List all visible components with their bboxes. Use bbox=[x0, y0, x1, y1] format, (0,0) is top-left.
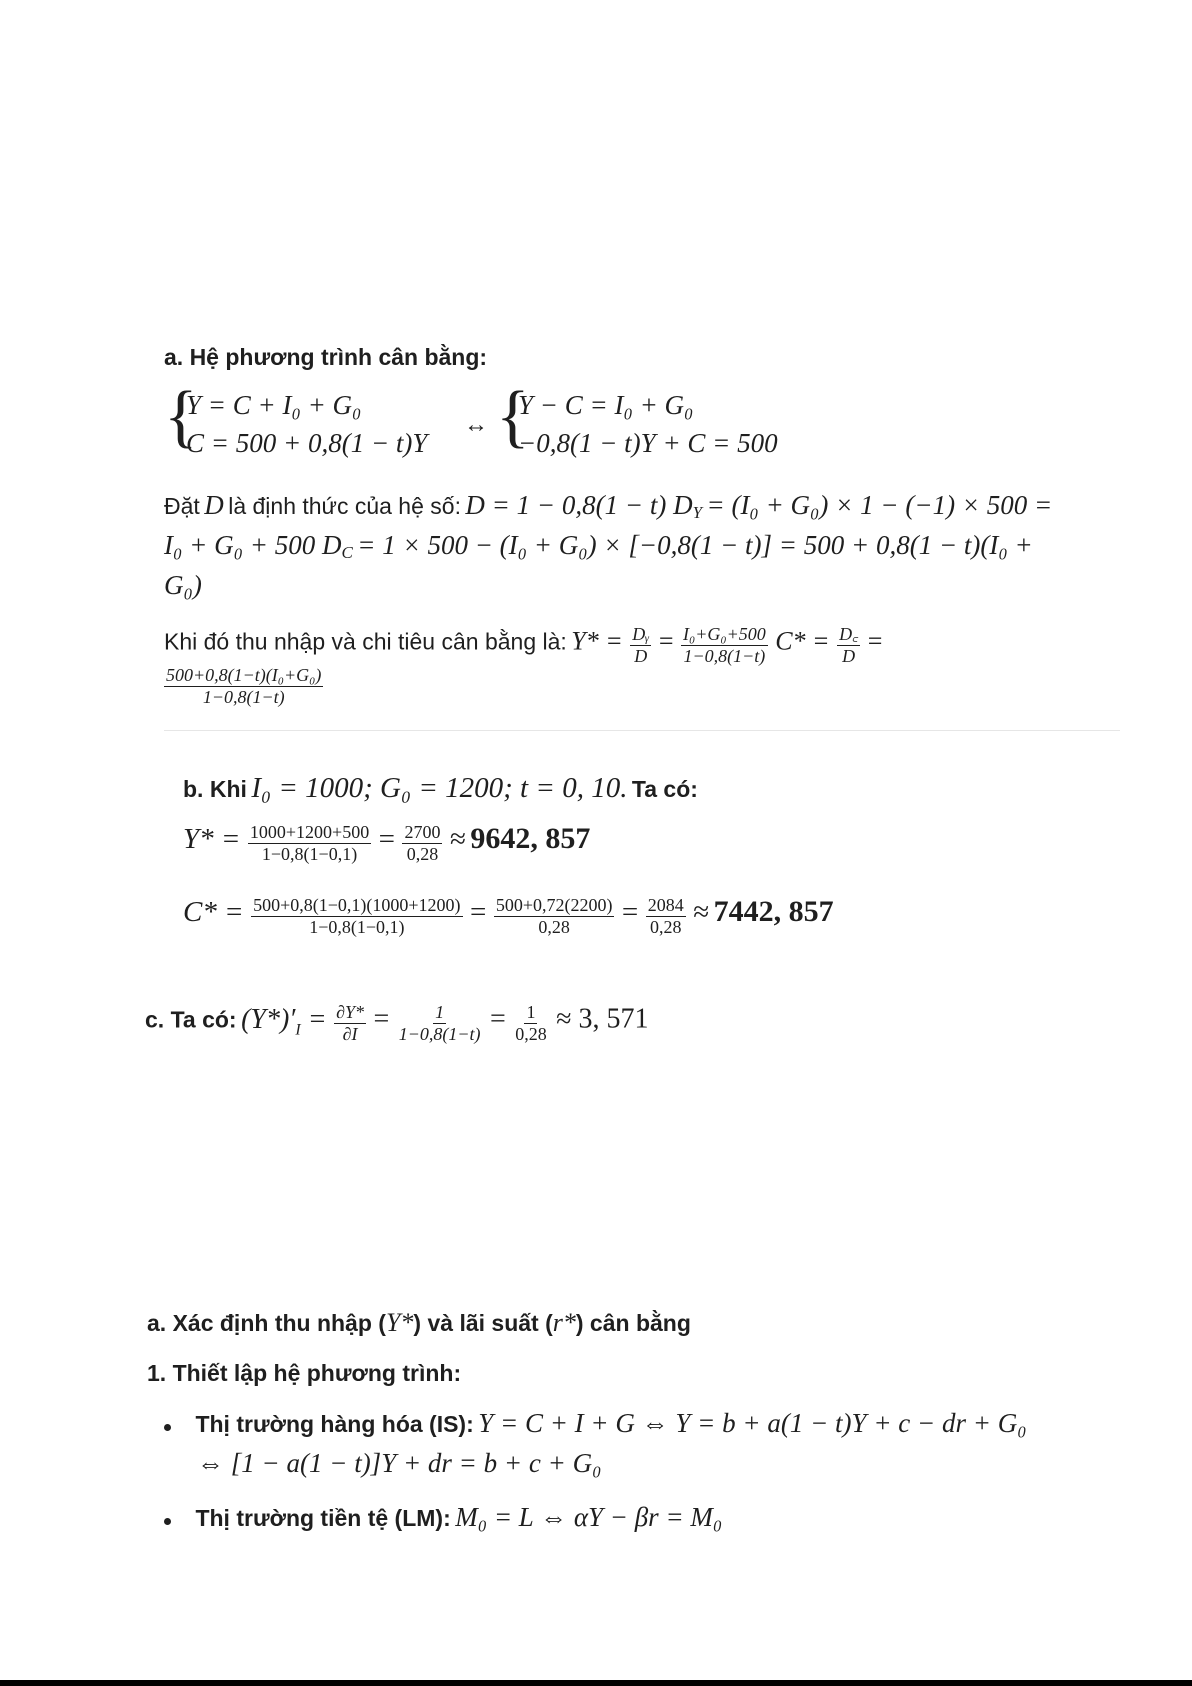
bullet-lm bbox=[164, 1502, 722, 1533]
det-math-1: D = 1 − 0,8(1 − t) D bbox=[465, 490, 693, 520]
y-eq: = bbox=[378, 823, 396, 855]
sol-frac-4: $\frac{\text{500+0,8(1−t)(I₀+G₀)}}{1-0,8(1-t)}$ bbox=[166, 665, 322, 707]
section-b-heading bbox=[183, 772, 698, 805]
c-eq-a: = bbox=[373, 1003, 390, 1035]
y-star-equation bbox=[183, 822, 590, 864]
solution-line-2 bbox=[164, 666, 326, 707]
y-star-var: Y* = bbox=[183, 823, 241, 855]
c-eq-b: = bbox=[489, 1003, 506, 1035]
sys-left-eq2: C = 500 + 0,8(1 − t)Y bbox=[186, 428, 428, 458]
c-heading: c. Ta có: bbox=[145, 1006, 237, 1033]
c-star-label: C* = bbox=[775, 626, 830, 656]
eq-sign-2: = bbox=[867, 626, 883, 656]
a2-heading-pre: a. Xác định thu nhập ( bbox=[147, 1310, 386, 1336]
lm-label: Thị trường tiền tệ (LM): bbox=[195, 1505, 451, 1531]
sys-right-eq1: Y − C = I₀ + G₀ bbox=[518, 390, 694, 420]
c-result: 7442, 857 bbox=[713, 895, 834, 928]
y-frac-2: $\frac{2700}{0,28}$ bbox=[404, 822, 441, 865]
is-equation-2: ⇔ [1 − a(1 − t)]Y + dr = b + c + G₀ bbox=[197, 1448, 602, 1478]
c-eq-2: = bbox=[621, 896, 639, 928]
c-frac-partial: $\frac{\partial Y*}{\partial I}$ bbox=[336, 1002, 365, 1044]
section-c-line bbox=[145, 1003, 649, 1044]
c-result-value: ≈ 3, 571 bbox=[556, 1003, 649, 1035]
det-text-rest: là định thức của hệ số: bbox=[228, 493, 461, 519]
det-math-5: G₀) bbox=[164, 570, 202, 600]
bullet-dot bbox=[164, 1424, 171, 1431]
c-frac-2: $\frac{500+0,72(2200)}{0,28}$ bbox=[495, 895, 613, 938]
is-line-2 bbox=[197, 1448, 601, 1479]
det-sub-c: C bbox=[341, 543, 353, 562]
b-heading-math: I₀ = 1000; G₀ = 1200; t = 0, 10. bbox=[251, 772, 628, 804]
is-label: Thị trường hàng hóa (IS): bbox=[195, 1411, 474, 1437]
c-star-equation bbox=[183, 895, 834, 937]
det-line-2 bbox=[164, 530, 1124, 570]
a2-r-star: r* bbox=[552, 1308, 576, 1337]
a2-heading-post: ) cân bằng bbox=[575, 1310, 691, 1336]
c-frac-3: $\frac{2084}{0,28}$ bbox=[647, 895, 684, 938]
b-heading-pre: b. Khi bbox=[183, 776, 247, 802]
equivalence-symbol: ↔ bbox=[464, 412, 488, 438]
c-frac-num: $\frac{1}{0,28}$ bbox=[515, 1002, 547, 1044]
y-result: 9642, 857 bbox=[470, 822, 591, 855]
y-frac-1: $\frac{1000+1200+500}{1-0,8(1-0,1)}$ bbox=[249, 822, 370, 865]
det-math-4: = 1 × 500 − (I₀ + G₀) × [−0,8(1 − t)] = 500 + 0,8(1 − t)(I₀ + bbox=[357, 530, 1033, 560]
det-var-d: D bbox=[204, 490, 224, 520]
c-approx: ≈ bbox=[693, 896, 710, 928]
a2-y-star: Y* bbox=[385, 1308, 414, 1337]
sys-right-eq2: −0,8(1 − t)Y + C = 500 bbox=[518, 428, 778, 458]
c-frac-1: $\frac{500+0,8(1-0,1)(1000+1200)}{1-0,8(1-0,1)}$ bbox=[253, 895, 461, 938]
section-divider bbox=[164, 730, 1120, 731]
bullet-dot bbox=[164, 1518, 171, 1525]
sol-frac-3: $\frac{D꜀}{D}$ bbox=[839, 624, 859, 666]
solution-line-1 bbox=[164, 625, 882, 666]
section-a-heading: a. Hệ phương trình cân bằng: bbox=[164, 344, 488, 370]
c-derivative: $(Y*)'_I$ = bbox=[241, 1003, 327, 1039]
determinant-paragraph bbox=[164, 490, 1124, 610]
lm-equation: M₀ = L ⇔ αY − βr = M₀ bbox=[455, 1502, 723, 1532]
y-approx: ≈ bbox=[449, 823, 466, 855]
det-sub-y: Y bbox=[692, 503, 703, 522]
c-frac-mpm: $\frac{1}{1-0,8(1-t)}$ bbox=[398, 1002, 481, 1044]
bottom-edge-bar bbox=[0, 1680, 1192, 1686]
det-line-3 bbox=[164, 570, 1124, 610]
equation-system bbox=[164, 380, 824, 470]
right-brace: { bbox=[496, 378, 530, 455]
bullet-is bbox=[164, 1408, 1027, 1439]
a2-heading-mid: ) và lãi suất ( bbox=[413, 1310, 553, 1336]
eq-sign: = bbox=[658, 626, 674, 656]
solution-text: Khi đó thu nhập và chi tiêu cân bằng là: bbox=[164, 628, 567, 655]
setup-subheading: 1. Thiết lập hệ phương trình: bbox=[147, 1360, 462, 1386]
left-brace: { bbox=[164, 378, 198, 455]
sys-left-eq1: Y = C + I₀ + G₀ bbox=[186, 390, 362, 420]
c-star-var: C* = bbox=[183, 896, 244, 928]
is-equation: Y = C + I + G ⇔ Y = b + a(1 − t)Y + c − dr + G₀ bbox=[478, 1408, 1027, 1438]
sol-frac-2: $\frac{\text{I₀+G₀+500}}{1-0,8(1-t)}$ bbox=[682, 624, 766, 666]
det-math-3: I₀ + G₀ + 500 D bbox=[164, 530, 342, 560]
sol-frac-1: $\frac{\text{Dᵧ}}{D}$ bbox=[632, 624, 650, 666]
y-star-label: Y* = bbox=[571, 626, 623, 656]
section-a2-heading bbox=[147, 1308, 691, 1338]
c-eq-1: = bbox=[470, 896, 487, 928]
det-text-prefix: Đặt bbox=[164, 493, 200, 519]
b-heading-post: Ta có: bbox=[631, 776, 698, 802]
det-math-2: = (I₀ + G₀) × 1 − (−1) × 500 = bbox=[706, 490, 1053, 520]
det-line-1 bbox=[164, 490, 1124, 530]
